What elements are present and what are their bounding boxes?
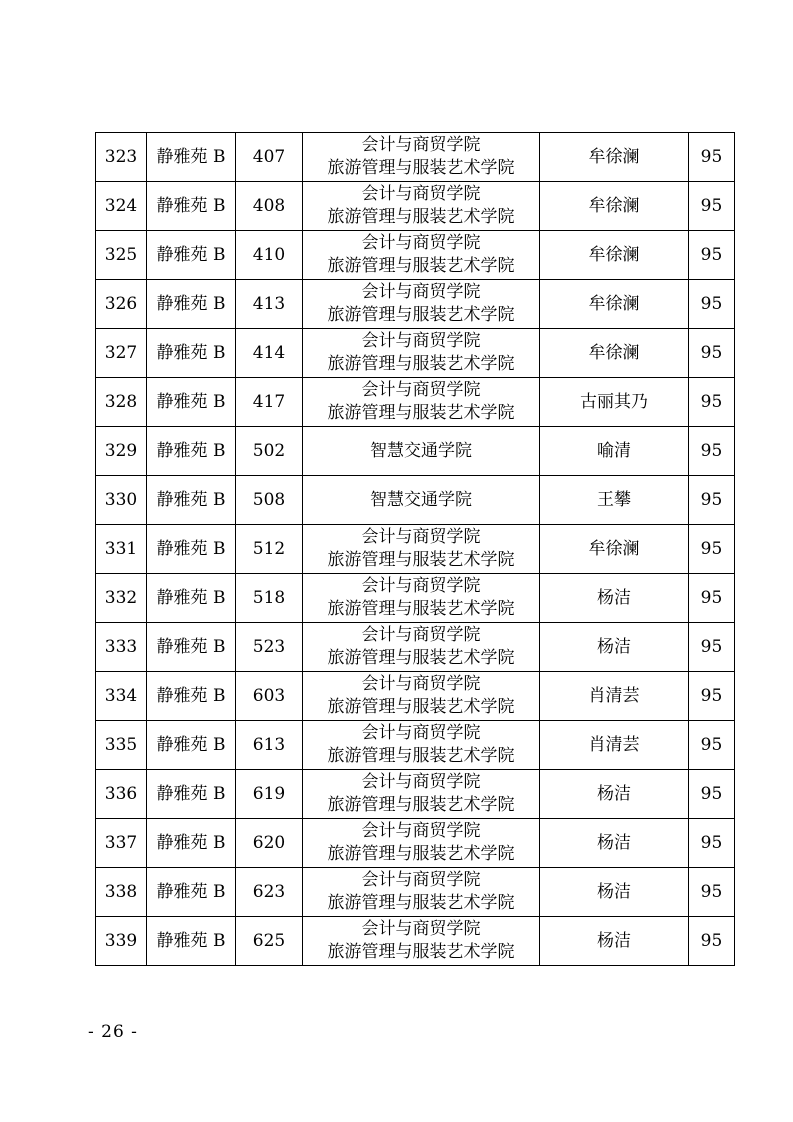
table-row xyxy=(96,672,735,721)
building-cell: 静雅苑 B xyxy=(147,574,236,623)
table-row xyxy=(96,427,735,476)
row-number-cell: 329 xyxy=(96,427,147,476)
row-number-cell: 338 xyxy=(96,868,147,917)
college-name: 会计与商贸学院 xyxy=(361,870,481,890)
room-cell: 623 xyxy=(236,868,303,917)
table-row xyxy=(96,231,735,280)
college-name: 会计与商贸学院 xyxy=(361,380,481,400)
table-row xyxy=(96,182,735,231)
score-cell: 95 xyxy=(689,623,735,672)
college-name: 旅游管理与服装艺术学院 xyxy=(327,648,515,668)
college-name: 智慧交通学院 xyxy=(370,489,472,510)
row-number-cell: 337 xyxy=(96,819,147,868)
college-name: 旅游管理与服装艺术学院 xyxy=(327,354,515,374)
college-name: 旅游管理与服装艺术学院 xyxy=(327,256,515,276)
score-cell: 95 xyxy=(689,427,735,476)
college-name: 会计与商贸学院 xyxy=(361,919,481,939)
college-name: 旅游管理与服装艺术学院 xyxy=(327,942,515,962)
table-row xyxy=(96,721,735,770)
college-name: 旅游管理与服装艺术学院 xyxy=(327,207,515,227)
score-cell: 95 xyxy=(689,574,735,623)
table-row xyxy=(96,280,735,329)
row-number-cell: 324 xyxy=(96,182,147,231)
room-cell: 414 xyxy=(236,329,303,378)
building-cell: 静雅苑 B xyxy=(147,819,236,868)
score-cell: 95 xyxy=(689,280,735,329)
score-cell: 95 xyxy=(689,525,735,574)
score-cell: 95 xyxy=(689,133,735,182)
room-cell: 508 xyxy=(236,476,303,525)
building-cell: 静雅苑 B xyxy=(147,868,236,917)
room-cell: 613 xyxy=(236,721,303,770)
building-cell: 静雅苑 B xyxy=(147,721,236,770)
room-cell: 518 xyxy=(236,574,303,623)
room-cell: 407 xyxy=(236,133,303,182)
inspector-name-cell: 喻清 xyxy=(540,427,689,476)
building-cell: 静雅苑 B xyxy=(147,917,236,966)
inspector-name-cell: 杨洁 xyxy=(540,819,689,868)
table-body xyxy=(96,133,735,966)
building-cell: 静雅苑 B xyxy=(147,378,236,427)
table-row xyxy=(96,329,735,378)
row-number-cell: 326 xyxy=(96,280,147,329)
row-number-cell: 339 xyxy=(96,917,147,966)
college-name: 会计与商贸学院 xyxy=(361,233,481,253)
room-cell: 619 xyxy=(236,770,303,819)
inspector-name-cell: 杨洁 xyxy=(540,574,689,623)
row-number-cell: 327 xyxy=(96,329,147,378)
college-name: 旅游管理与服装艺术学院 xyxy=(327,550,515,570)
college-cell xyxy=(303,868,540,917)
room-cell: 417 xyxy=(236,378,303,427)
building-cell: 静雅苑 B xyxy=(147,770,236,819)
college-cell xyxy=(303,378,540,427)
building-cell: 静雅苑 B xyxy=(147,525,236,574)
table-row xyxy=(96,819,735,868)
row-number-cell: 331 xyxy=(96,525,147,574)
college-cell xyxy=(303,819,540,868)
college-name: 会计与商贸学院 xyxy=(361,184,481,204)
inspector-name-cell: 牟徐澜 xyxy=(540,525,689,574)
row-number-cell: 332 xyxy=(96,574,147,623)
college-name: 会计与商贸学院 xyxy=(361,527,481,547)
page-number: - 26 - xyxy=(88,1022,138,1042)
room-cell: 410 xyxy=(236,231,303,280)
college-cell xyxy=(303,917,540,966)
college-cell xyxy=(303,672,540,721)
score-cell: 95 xyxy=(689,819,735,868)
college-name: 旅游管理与服装艺术学院 xyxy=(327,893,515,913)
college-name: 旅游管理与服装艺术学院 xyxy=(327,599,515,619)
table-row xyxy=(96,623,735,672)
college-name: 会计与商贸学院 xyxy=(361,135,481,155)
row-number-cell: 333 xyxy=(96,623,147,672)
inspector-name-cell: 牟徐澜 xyxy=(540,133,689,182)
college-cell xyxy=(303,476,540,525)
college-name: 会计与商贸学院 xyxy=(361,576,481,596)
inspector-name-cell: 古丽其乃 xyxy=(540,378,689,427)
table-row xyxy=(96,476,735,525)
row-number-cell: 330 xyxy=(96,476,147,525)
room-cell: 603 xyxy=(236,672,303,721)
row-number-cell: 323 xyxy=(96,133,147,182)
college-name: 旅游管理与服装艺术学院 xyxy=(327,305,515,325)
college-name: 旅游管理与服装艺术学院 xyxy=(327,403,515,423)
college-name: 旅游管理与服装艺术学院 xyxy=(327,795,515,815)
table-row xyxy=(96,574,735,623)
college-name: 会计与商贸学院 xyxy=(361,772,481,792)
room-cell: 413 xyxy=(236,280,303,329)
college-name: 会计与商贸学院 xyxy=(361,821,481,841)
score-cell: 95 xyxy=(689,868,735,917)
score-cell: 95 xyxy=(689,231,735,280)
inspector-name-cell: 肖清芸 xyxy=(540,672,689,721)
score-cell: 95 xyxy=(689,476,735,525)
room-cell: 408 xyxy=(236,182,303,231)
inspector-name-cell: 牟徐澜 xyxy=(540,231,689,280)
room-cell: 523 xyxy=(236,623,303,672)
room-cell: 512 xyxy=(236,525,303,574)
college-name: 旅游管理与服装艺术学院 xyxy=(327,158,515,178)
inspector-name-cell: 牟徐澜 xyxy=(540,329,689,378)
row-number-cell: 335 xyxy=(96,721,147,770)
room-cell: 502 xyxy=(236,427,303,476)
inspector-name-cell: 杨洁 xyxy=(540,770,689,819)
inspector-name-cell: 牟徐澜 xyxy=(540,280,689,329)
college-name: 会计与商贸学院 xyxy=(361,331,481,351)
row-number-cell: 334 xyxy=(96,672,147,721)
row-number-cell: 328 xyxy=(96,378,147,427)
college-cell xyxy=(303,427,540,476)
inspector-name-cell: 杨洁 xyxy=(540,917,689,966)
room-cell: 625 xyxy=(236,917,303,966)
college-name: 会计与商贸学院 xyxy=(361,625,481,645)
college-cell xyxy=(303,280,540,329)
score-cell: 95 xyxy=(689,378,735,427)
score-cell: 95 xyxy=(689,182,735,231)
inspector-name-cell: 肖清芸 xyxy=(540,721,689,770)
college-name: 会计与商贸学院 xyxy=(361,674,481,694)
inspector-name-cell: 杨洁 xyxy=(540,623,689,672)
building-cell: 静雅苑 B xyxy=(147,231,236,280)
building-cell: 静雅苑 B xyxy=(147,280,236,329)
score-cell: 95 xyxy=(689,672,735,721)
college-cell xyxy=(303,525,540,574)
building-cell: 静雅苑 B xyxy=(147,623,236,672)
building-cell: 静雅苑 B xyxy=(147,182,236,231)
building-cell: 静雅苑 B xyxy=(147,672,236,721)
inspector-name-cell: 王攀 xyxy=(540,476,689,525)
college-name: 智慧交通学院 xyxy=(370,440,472,461)
score-cell: 95 xyxy=(689,917,735,966)
score-cell: 95 xyxy=(689,770,735,819)
inspector-name-cell: 牟徐澜 xyxy=(540,182,689,231)
row-number-cell: 336 xyxy=(96,770,147,819)
building-cell: 静雅苑 B xyxy=(147,476,236,525)
table-row xyxy=(96,525,735,574)
row-number-cell: 325 xyxy=(96,231,147,280)
score-cell: 95 xyxy=(689,721,735,770)
college-name: 旅游管理与服装艺术学院 xyxy=(327,746,515,766)
inspector-name-cell: 杨洁 xyxy=(540,868,689,917)
college-cell xyxy=(303,721,540,770)
college-name: 会计与商贸学院 xyxy=(361,723,481,743)
college-cell xyxy=(303,770,540,819)
building-cell: 静雅苑 B xyxy=(147,427,236,476)
college-name: 会计与商贸学院 xyxy=(361,282,481,302)
college-cell xyxy=(303,182,540,231)
college-cell xyxy=(303,623,540,672)
college-cell xyxy=(303,133,540,182)
college-cell xyxy=(303,329,540,378)
room-cell: 620 xyxy=(236,819,303,868)
table-row xyxy=(96,868,735,917)
building-cell: 静雅苑 B xyxy=(147,329,236,378)
college-name: 旅游管理与服装艺术学院 xyxy=(327,844,515,864)
dormitory-score-table xyxy=(95,132,735,966)
table-row xyxy=(96,917,735,966)
college-cell xyxy=(303,574,540,623)
table-row xyxy=(96,770,735,819)
table-row xyxy=(96,378,735,427)
score-cell: 95 xyxy=(689,329,735,378)
college-cell xyxy=(303,231,540,280)
table-row xyxy=(96,133,735,182)
building-cell: 静雅苑 B xyxy=(147,133,236,182)
college-name: 旅游管理与服装艺术学院 xyxy=(327,697,515,717)
